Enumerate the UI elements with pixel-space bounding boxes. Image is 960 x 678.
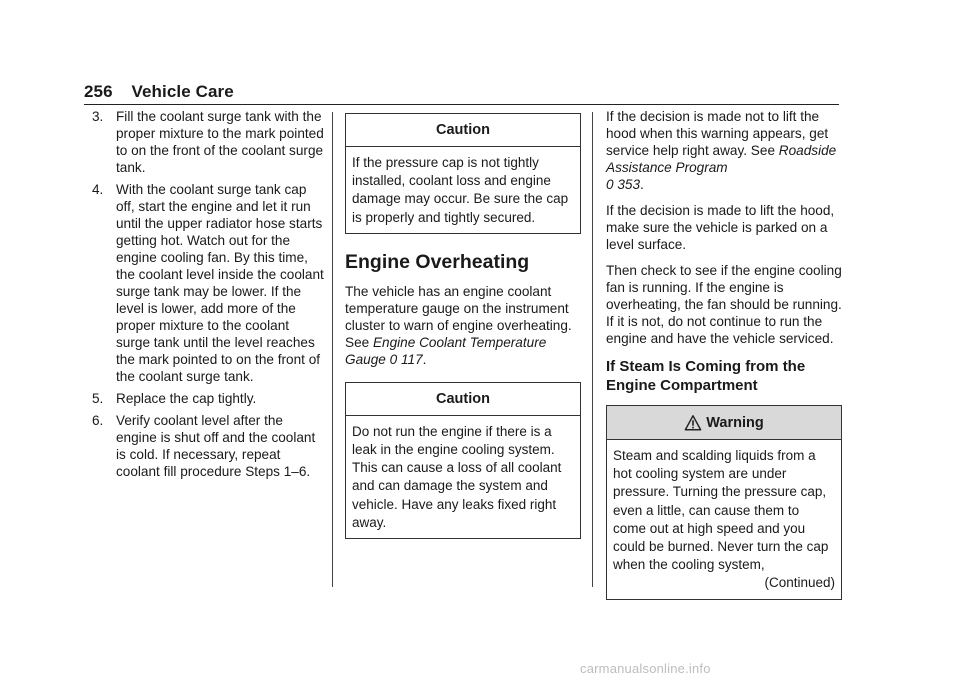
step-number: 6. <box>92 413 104 428</box>
page-ref-symbol: 0 <box>389 351 398 367</box>
column-divider-1 <box>332 112 333 587</box>
page-ref-number[interactable]: 117 <box>400 351 423 367</box>
paragraph-lift-hood: If the decision is made to lift the hood, make sure the vehicle is parked on a level surface. <box>606 203 835 252</box>
header-rule <box>84 104 839 105</box>
warning-title: Warning <box>706 414 764 431</box>
page-header <box>84 82 234 102</box>
caution-title: Caution <box>346 383 580 416</box>
paragraph-end: . <box>640 177 644 192</box>
warning-body <box>607 440 841 599</box>
link-roadside-assistance[interactable]: Roadside Assistance Program <box>606 143 837 175</box>
column-2 <box>345 108 581 539</box>
section-title: Vehicle Care <box>131 82 234 101</box>
subsection-heading: If Steam Is Coming from the Engine Compartment <box>606 358 806 394</box>
step-item <box>92 390 326 407</box>
step-item <box>92 412 326 480</box>
continued-label: (Continued) <box>764 575 835 591</box>
step-number: 3. <box>92 109 104 124</box>
page-ref-symbol: 0 <box>606 177 614 192</box>
warning-triangle-icon <box>684 414 702 432</box>
step-text: Verify coolant level after the engine is shut off and the coolant is cold. If necessary, repeat coolant fill procedure Steps 1–6. <box>116 413 316 479</box>
warning-box-steam <box>606 405 842 600</box>
step-text: With the coolant surge tank cap off, start the engine and let it run until the upper radiator hose starts getting hot. Watch out for the engine cooling fan. By this time, the coolant level inside the coolant surge tank may be lower. If the level is lower, add more of the proper mixture to the coolant surge tank until the level reaches the mark pointed to on the front of the coolant surge tank. <box>116 182 324 384</box>
caution-box-leak <box>345 382 581 539</box>
caution-body: If the pressure cap is not tightly installed, coolant loss and engine damage may occur. Be sure the cap is properly and tightly secured. <box>352 155 569 225</box>
step-number: 5. <box>92 391 104 406</box>
step-number: 4. <box>92 182 104 197</box>
paragraph-no-lift <box>606 108 842 193</box>
step-item <box>92 181 326 385</box>
step-item <box>92 108 326 176</box>
procedure-steps <box>92 108 326 480</box>
warning-text: Steam and scalding liquids from a hot cooling system are under pressure. Turning the pressure cap, even a little, can cause them to come out at high speed and you could be burned. Never turn the cap when the cooling system, <box>613 448 829 573</box>
link-coolant-temperature-gauge[interactable]: Engine Coolant Temperature Gauge <box>345 334 547 367</box>
step-text: Replace the cap tightly. <box>116 391 257 406</box>
paragraph-end: . <box>422 351 427 367</box>
paragraph-text: The vehicle has an engine coolant temperature gauge on the instrument cluster to warn of engine overheating. See <box>345 283 572 350</box>
column-3 <box>606 108 842 600</box>
paragraph-cooling-fan: Then check to see if the engine cooling fan is running. If the engine is overheating, the fan should be running. If it is not, do not continue to run the engine and have the vehicle serviced. <box>606 263 842 346</box>
column-1 <box>92 108 326 485</box>
warning-header <box>607 406 841 440</box>
page-number: 256 <box>84 82 113 101</box>
paragraph-text: If the decision is made not to lift the hood when this warning appears, get service help right away. See <box>606 109 829 158</box>
caution-title: Caution <box>346 114 580 147</box>
caution-box-pressure-cap <box>345 113 581 234</box>
overheating-paragraph <box>345 283 581 368</box>
column-divider-2 <box>592 112 593 587</box>
step-text: Fill the coolant surge tank with the proper mixture to the mark pointed to on the front of the coolant surge tank. <box>116 109 324 175</box>
page-ref-number[interactable]: 353 <box>617 177 641 192</box>
section-heading: Engine Overheating <box>345 250 530 273</box>
caution-body: Do not run the engine if there is a leak in the engine cooling system. This can cause a loss of all coolant and can damage the system and vehicle. Have any leaks fixed right away. <box>352 423 562 530</box>
watermark: carmanualsonline.info <box>580 661 711 676</box>
